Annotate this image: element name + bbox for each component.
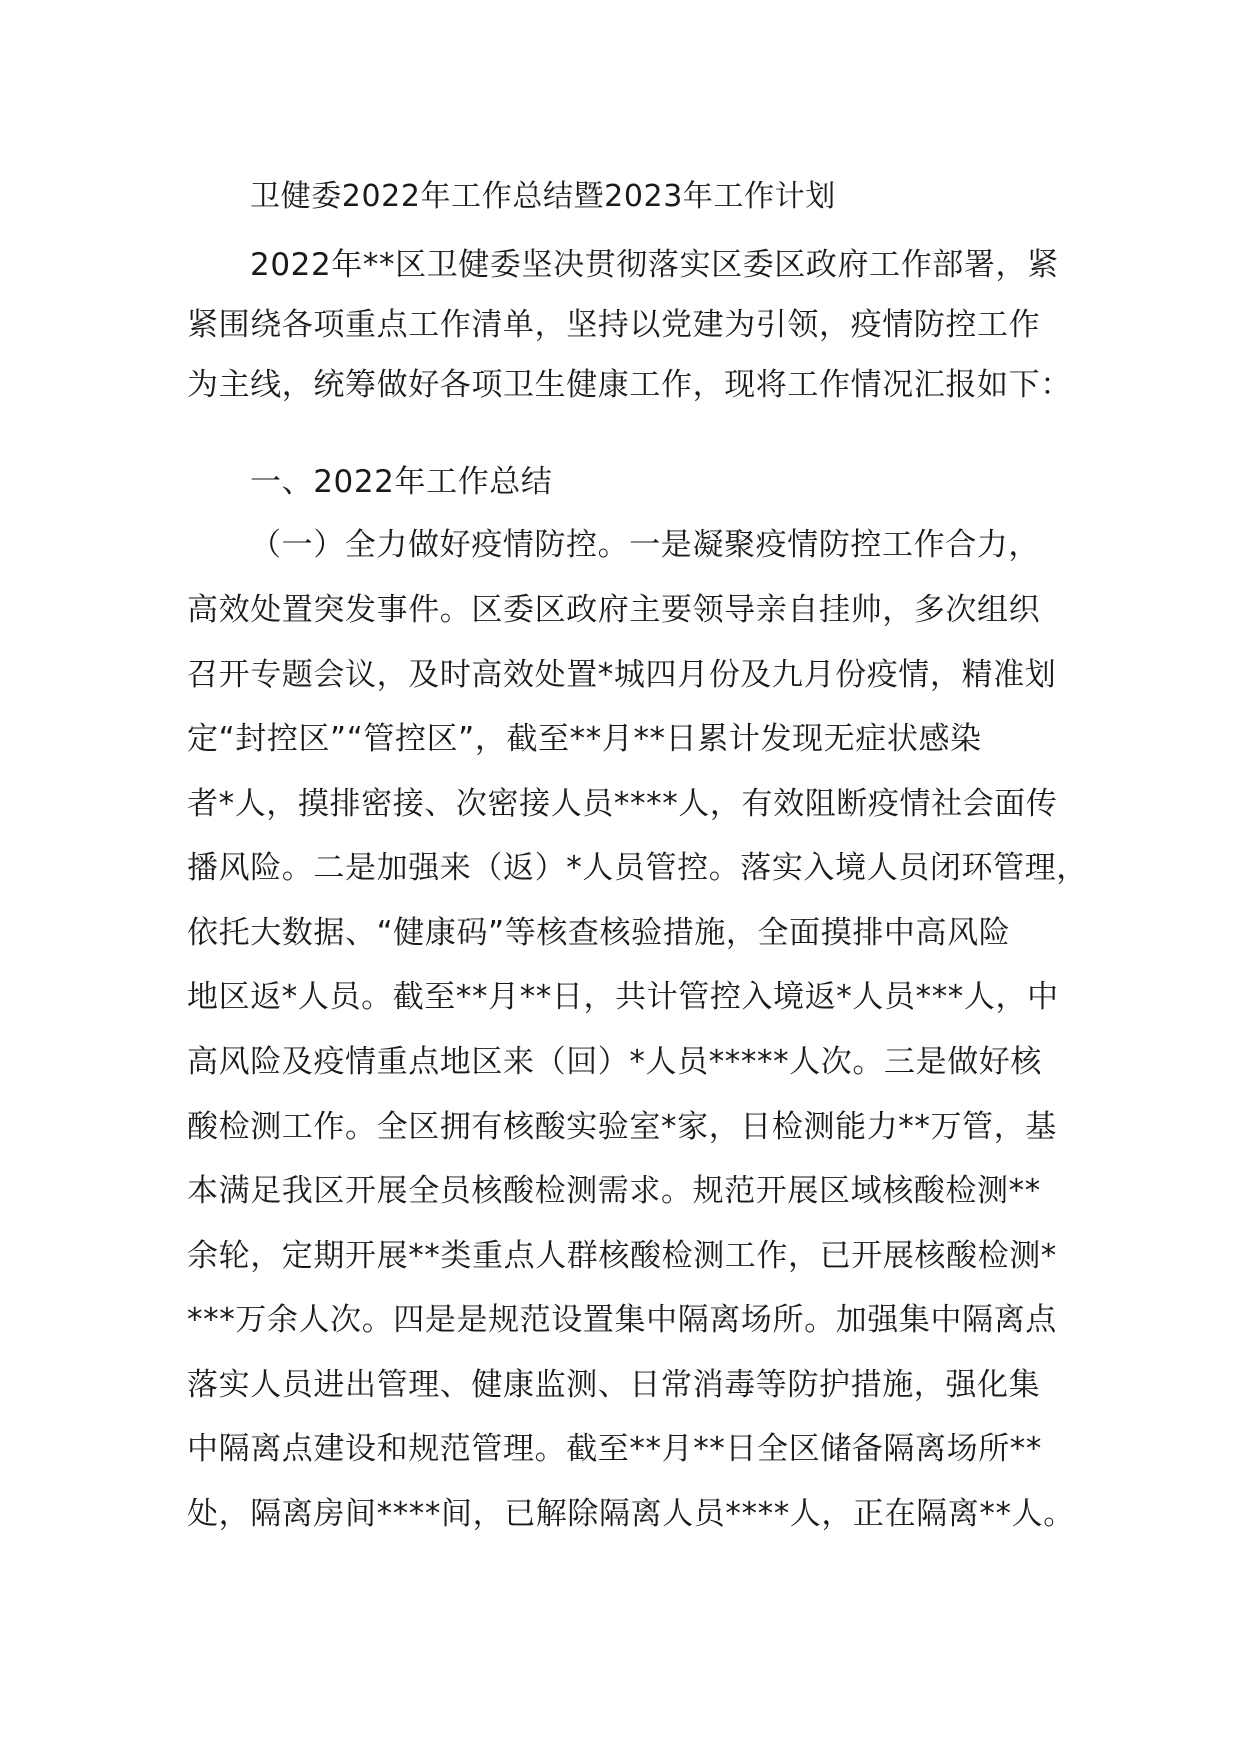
body-line: 酸检测工作。全区拥有核酸实验室*家，日检测能力**万管，基: [187, 1109, 1057, 1145]
body-line: 依托大数据、“健康码”等核查核验措施，全面摸排中高风险: [187, 915, 1011, 951]
body-line: 处，隔离房间****间，已解除隔离人员****人，正在隔离**人。: [187, 1496, 1075, 1532]
body-line: 中隔离点建设和规范管理。截至**月**日全区储备隔离场所**: [187, 1431, 1042, 1467]
body-line: 地区返*人员。截至**月**日，共计管控入境返*人员***人，中: [187, 979, 1059, 1015]
body-line: 本满足我区开展全员核酸检测需求。规范开展区域核酸检测**: [187, 1173, 1041, 1209]
document-title: 卫健委2022年工作总结暨2023年工作计划: [250, 179, 836, 214]
body-line: 播风险。二是加强来（返）*人员管控。落实入境人员闭环管理，: [187, 850, 1088, 886]
body-line: 召开专题会议，及时高效处置*城四月份及九月份疫情，精准划: [187, 657, 1057, 693]
body-line: 余轮，定期开展**类重点人群核酸检测工作，已开展核酸检测*: [187, 1238, 1057, 1274]
intro-line: 2022年**区卫健委坚决贯彻落实区委区政府工作部署，紧: [250, 247, 1059, 283]
body-line: ***万余人次。四是是规范设置集中隔离场所。加强集中隔离点: [187, 1302, 1057, 1338]
body-line: 者*人，摸排密接、次密接人员****人，有效阻断疫情社会面传: [187, 786, 1058, 822]
section-heading: 一、2022年工作总结: [250, 464, 553, 500]
body-line: （一）全力做好疫情防控。一是凝聚疫情防控工作合力，: [250, 527, 1040, 563]
intro-line: 为主线，统筹做好各项卫生健康工作，现将工作情况汇报如下：: [187, 367, 1072, 403]
body-line: 高风险及疫情重点地区来（回）*人员*****人次。三是做好核: [187, 1044, 1042, 1080]
body-line: 落实人员进出管理、健康监测、日常消毒等防护措施，强化集: [187, 1367, 1041, 1403]
intro-line: 紧围绕各项重点工作清单，坚持以党建为引领，疫情防控工作: [187, 307, 1041, 343]
body-line: 定“封控区”“管控区”，截至**月**日累计发现无症状感染: [187, 721, 982, 757]
body-line: 高效处置突发事件。区委区政府主要领导亲自挂帅，多次组织: [187, 592, 1041, 628]
